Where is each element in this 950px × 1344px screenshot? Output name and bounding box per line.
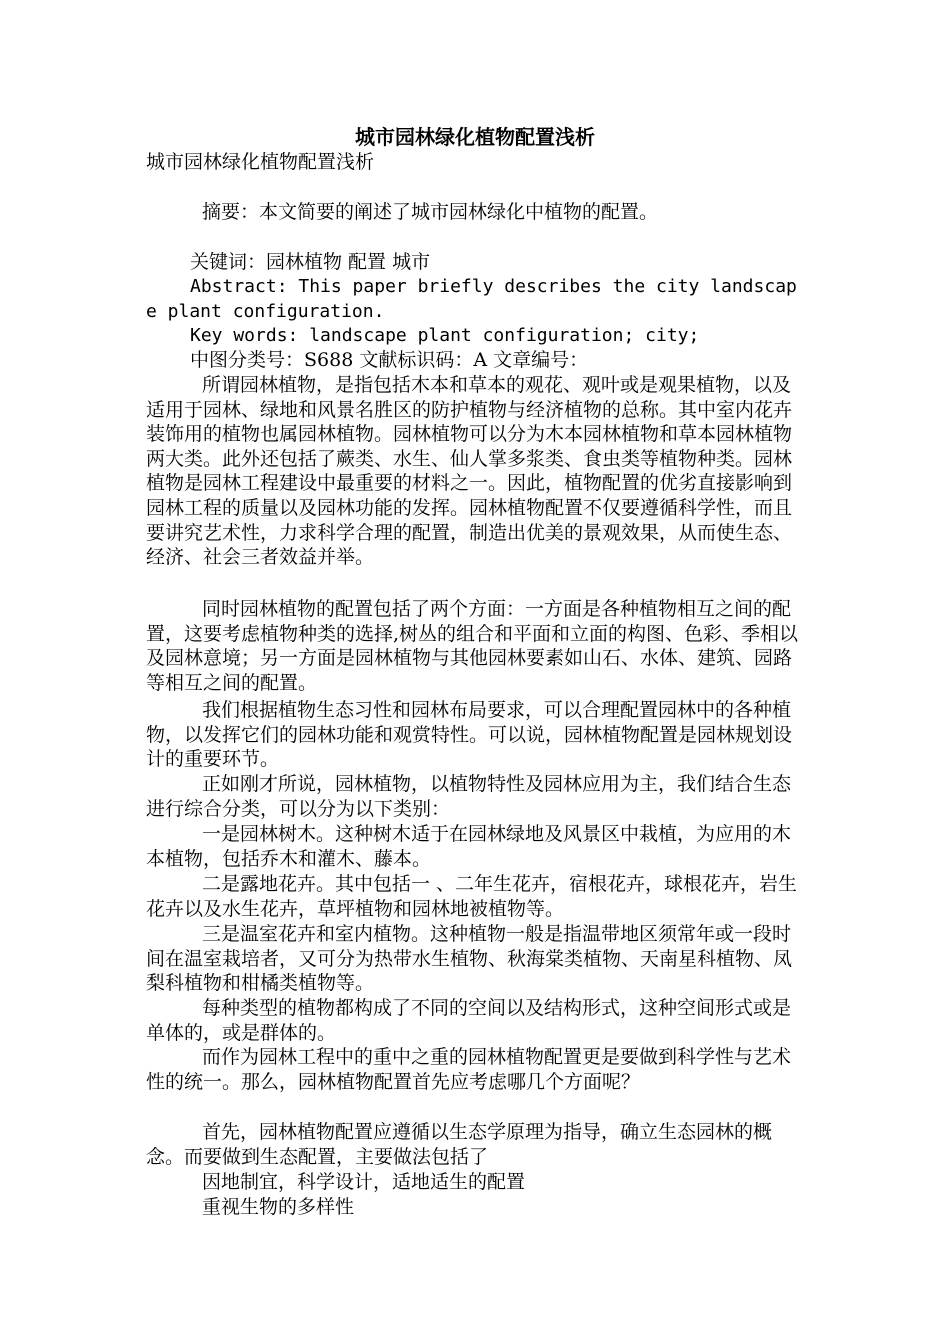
- paragraph: 重视生物的多样性: [202, 1196, 355, 1218]
- paragraph: 三是温室花卉和室内植物。这种植物一般是指温带地区须常年或一段时间在温室栽培者，又可分为热带水生植物、秋海棠类植物、天南星科植物、凤梨科植物和柑橘类植物等。: [146, 923, 793, 995]
- paragraph: 二是露地花卉。其中包括一 、二年生花卉，宿根花卉，球根花卉，岩生花卉以及水生花卉，草坪植物和园林地被植物等。: [146, 873, 798, 920]
- classification-line: 中图分类号：S688 文献标识码：A 文章编号：: [190, 349, 589, 371]
- paragraph: 正如刚才所说，园林植物，以植物特性及园林应用为主，我们结合生态进行综合分类，可以分为以下类别：: [146, 773, 792, 820]
- paragraph: 因地制宜，科学设计，适地适生的配置: [202, 1171, 526, 1193]
- document-subtitle: 城市园林绿化植物配置浅析: [146, 151, 375, 173]
- keywords-en: Key words: landscape plant configuration; city;: [190, 325, 700, 346]
- document-title: 城市园林绿化植物配置浅析: [355, 125, 595, 149]
- keywords-cn: 关键词：园林植物 配置 城市: [190, 251, 431, 273]
- abstract-cn: 摘要：本文简要的阐述了城市园林绿化中植物的配置。: [202, 201, 659, 223]
- paragraph: 同时园林植物的配置包括了两个方面：一方面是各种植物相互之间的配置，这要考虑植物种类的选择,树丛的组合和平面和立面的构图、色彩、季相以及园林意境；另一方面是园林植物与其他园林要素如山石、水体、建筑、园路等相互之间的配置。: [146, 598, 799, 694]
- paragraph: 而作为园林工程中的重中之重的园林植物配置更是要做到科学性与艺术性的统一。那么，园林植物配置首先应考虑哪几个方面呢？: [146, 1046, 792, 1093]
- paragraph: 所谓园林植物，是指包括木本和草本的观花、观叶或是观果植物，以及适用于园林、绿地和风景名胜区的防护植物与经济植物的总称。其中室内花卉装饰用的植物也属园林植物。园林植物可以分为木本园林植物和草本园林植物两大类。此外还包括了蕨类、水生、仙人掌多浆类、食虫类等植物种类。园林植物是园林工程建设中最重要的材料之一。因此，植物配置的优劣直接影响到园林工程的质量以及园林功能的发挥。园林植物配置不仅要遵循科学性，而且要讲究艺术性，力求科学合理的配置，制造出优美的景观效果，从而使生态、经济、社会三者效益并举。: [146, 374, 793, 569]
- paragraph: 我们根据植物生态习性和园林布局要求，可以合理配置园林中的各种植物，以发挥它们的园林功能和观赏特性。可以说，园林植物配置是园林规划设计的重要环节。: [146, 699, 793, 771]
- paragraph: 首先，园林植物配置应遵循以生态学原理为指导，确立生态园林的概念。而要做到生态配置，主要做法包括了: [146, 1121, 773, 1168]
- paragraph: 一是园林树木。这种树木适于在园林绿地及风景区中栽植，为应用的木本植物，包括乔木和灌木、藤本。: [146, 823, 792, 870]
- abstract-en: Abstract: This paper briefly describes the city landscape plant configuration.: [146, 276, 797, 322]
- paragraph: 每种类型的植物都构成了不同的空间以及结构形式，这种空间形式或是单体的，或是群体的。: [146, 997, 792, 1044]
